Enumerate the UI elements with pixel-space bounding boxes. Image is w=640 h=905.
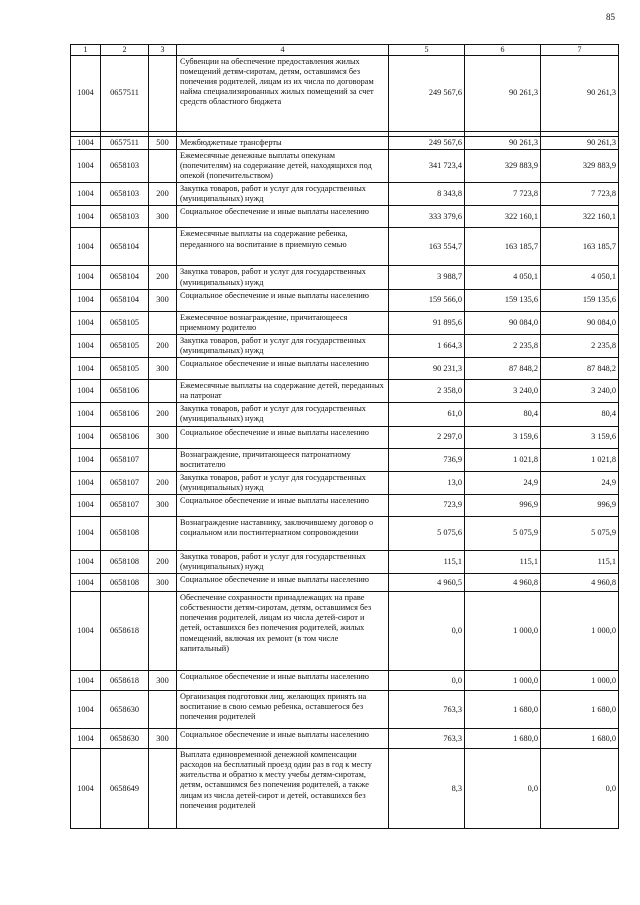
cell-csr: 0658104 [101, 228, 149, 266]
cell-v6: 7 723,8 [465, 183, 541, 206]
cell-vr [149, 311, 177, 334]
cell-vr: 200 [149, 334, 177, 357]
cell-name: Организация подготовки лиц, желающих принять на воспитание в свою семью ребенка, оставшегося без попечения родителей [177, 691, 389, 729]
cell-v6: 322 160,1 [465, 206, 541, 228]
column-number: 4 [177, 45, 389, 56]
cell-csr: 0658630 [101, 691, 149, 729]
cell-csr: 0658108 [101, 516, 149, 550]
cell-v5: 763,3 [389, 729, 465, 749]
cell-v5: 8,3 [389, 749, 465, 829]
cell-v7: 24,9 [541, 471, 619, 494]
cell-sec: 1004 [71, 494, 101, 516]
table-row [71, 206, 619, 228]
cell-csr: 0658106 [101, 380, 149, 403]
cell-csr: 0658103 [101, 149, 149, 182]
cell-sec: 1004 [71, 55, 101, 131]
cell-v7: 1 021,8 [541, 448, 619, 471]
cell-v5: 13,0 [389, 471, 465, 494]
cell-v5: 763,3 [389, 691, 465, 729]
cell-v5: 8 343,8 [389, 183, 465, 206]
cell-v5: 3 988,7 [389, 266, 465, 289]
cell-v7: 1 680,0 [541, 729, 619, 749]
cell-csr: 0658103 [101, 206, 149, 228]
cell-v5: 0,0 [389, 592, 465, 671]
cell-csr: 0658105 [101, 358, 149, 380]
cell-v5: 1 664,3 [389, 334, 465, 357]
table-row [71, 358, 619, 380]
cell-v5: 91 895,6 [389, 311, 465, 334]
table-row [71, 380, 619, 403]
cell-vr: 300 [149, 729, 177, 749]
cell-vr: 200 [149, 471, 177, 494]
cell-v5: 163 554,7 [389, 228, 465, 266]
cell-v6: 163 185,7 [465, 228, 541, 266]
cell-name: Социальное обеспечение и иные выплаты населению [177, 206, 389, 228]
cell-v5: 249 567,6 [389, 136, 465, 149]
cell-csr: 0658618 [101, 592, 149, 671]
cell-sec: 1004 [71, 448, 101, 471]
cell-name: Вознаграждение наставнику, заключившему договор о социальном или постинтернатном сопровождении [177, 516, 389, 550]
cell-sec: 1004 [71, 311, 101, 334]
table-row [71, 426, 619, 448]
cell-vr: 300 [149, 206, 177, 228]
cell-vr [149, 380, 177, 403]
cell-v7: 1 000,0 [541, 671, 619, 691]
table-row [71, 183, 619, 206]
cell-v6: 90 084,0 [465, 311, 541, 334]
cell-name: Закупка товаров, работ и услуг для государственных (муниципальных) нужд [177, 183, 389, 206]
cell-vr: 500 [149, 136, 177, 149]
cell-v5: 2 297,0 [389, 426, 465, 448]
cell-vr: 200 [149, 403, 177, 426]
cell-name: Социальное обеспечение и иные выплаты населению [177, 426, 389, 448]
cell-vr: 300 [149, 671, 177, 691]
cell-csr: 0658105 [101, 311, 149, 334]
cell-sec: 1004 [71, 289, 101, 311]
cell-v6: 0,0 [465, 749, 541, 829]
cell-csr: 0658618 [101, 671, 149, 691]
table-row [71, 749, 619, 829]
cell-vr: 300 [149, 358, 177, 380]
table-row [71, 289, 619, 311]
cell-name: Выплата единовременной денежной компенсации расходов на бесплатный проезд один раз в год к месту жительства и обратно к месту учебы детям-сиротам, детям, оставшимся без попечения родителей, а также лицам из числа детей-сирот и детей, оставшихся без попечения родителей [177, 749, 389, 829]
cell-name: Ежемесячные денежные выплаты опекунам (попечителям) на содержание детей, находящихся под опекой (попечительством) [177, 149, 389, 182]
column-number: 6 [465, 45, 541, 56]
cell-v5: 2 358,0 [389, 380, 465, 403]
cell-sec: 1004 [71, 749, 101, 829]
cell-name: Социальное обеспечение и иные выплаты населению [177, 671, 389, 691]
cell-vr [149, 55, 177, 131]
cell-csr: 0658630 [101, 729, 149, 749]
cell-v6: 4 050,1 [465, 266, 541, 289]
cell-v7: 329 883,9 [541, 149, 619, 182]
cell-sec: 1004 [71, 516, 101, 550]
cell-name: Закупка товаров, работ и услуг для государственных (муниципальных) нужд [177, 403, 389, 426]
cell-name: Социальное обеспечение и иные выплаты населению [177, 289, 389, 311]
column-number: 7 [541, 45, 619, 56]
cell-vr: 300 [149, 574, 177, 592]
cell-name: Ежемесячные выплаты на содержание ребенка, переданного на воспитание в приемную семью [177, 228, 389, 266]
cell-csr: 0658103 [101, 183, 149, 206]
cell-sec: 1004 [71, 691, 101, 729]
cell-v7: 163 185,7 [541, 228, 619, 266]
table-row [71, 574, 619, 592]
table-row [71, 448, 619, 471]
cell-vr [149, 228, 177, 266]
cell-sec: 1004 [71, 206, 101, 228]
cell-name: Субвенции на обеспечение предоставления жилых помещений детям-сиротам, детям, оставшимся без попечения родителей, лицам из их числа по договорам найма специализированных жилых помещений за счет средств областного бюджета [177, 55, 389, 131]
cell-vr [149, 448, 177, 471]
cell-name: Закупка товаров, работ и услуг для государственных (муниципальных) нужд [177, 334, 389, 357]
cell-v5: 249 567,6 [389, 55, 465, 131]
cell-sec: 1004 [71, 671, 101, 691]
cell-v6: 3 159,6 [465, 426, 541, 448]
table-row [71, 311, 619, 334]
column-number: 3 [149, 45, 177, 56]
cell-name: Закупка товаров, работ и услуг для государственных (муниципальных) нужд [177, 550, 389, 573]
cell-name: Социальное обеспечение и иные выплаты населению [177, 729, 389, 749]
cell-v7: 996,9 [541, 494, 619, 516]
cell-vr [149, 516, 177, 550]
cell-sec: 1004 [71, 471, 101, 494]
cell-vr: 200 [149, 183, 177, 206]
cell-v6: 2 235,8 [465, 334, 541, 357]
cell-sec: 1004 [71, 334, 101, 357]
cell-v5: 159 566,0 [389, 289, 465, 311]
cell-sec: 1004 [71, 403, 101, 426]
table-row [71, 149, 619, 182]
cell-v7: 159 135,6 [541, 289, 619, 311]
cell-csr: 0658104 [101, 266, 149, 289]
cell-v7: 90 261,3 [541, 55, 619, 131]
cell-vr: 200 [149, 550, 177, 573]
cell-v7: 87 848,2 [541, 358, 619, 380]
cell-name: Обеспечение сохранности принадлежащих на праве собственности детям-сиротам, детям, оставшимся без попечения родителей, лицам из числа детей-сирот и детей, оставшихся без попечения родителей, жилых помещений, включая их ремонт (в том числе капитальный) [177, 592, 389, 671]
cell-vr: 300 [149, 494, 177, 516]
cell-name: Ежемесячное вознаграждение, причитающееся приемному родителю [177, 311, 389, 334]
cell-csr: 0658107 [101, 494, 149, 516]
cell-sec: 1004 [71, 183, 101, 206]
cell-v6: 1 000,0 [465, 592, 541, 671]
cell-v6: 1 000,0 [465, 671, 541, 691]
cell-v7: 3 240,0 [541, 380, 619, 403]
table-row [71, 494, 619, 516]
cell-v6: 996,9 [465, 494, 541, 516]
cell-sec: 1004 [71, 136, 101, 149]
cell-v5: 5 075,6 [389, 516, 465, 550]
cell-v6: 24,9 [465, 471, 541, 494]
cell-csr: 0658107 [101, 471, 149, 494]
cell-v6: 87 848,2 [465, 358, 541, 380]
cell-v7: 322 160,1 [541, 206, 619, 228]
cell-csr: 0657511 [101, 55, 149, 131]
cell-v5: 90 231,3 [389, 358, 465, 380]
cell-v5: 333 379,6 [389, 206, 465, 228]
cell-v6: 90 261,3 [465, 136, 541, 149]
cell-csr: 0658106 [101, 403, 149, 426]
cell-v5: 4 960,5 [389, 574, 465, 592]
table-row [71, 592, 619, 671]
cell-name: Межбюджетные трансферты [177, 136, 389, 149]
cell-v7: 90 261,3 [541, 136, 619, 149]
page-number: 85 [606, 12, 615, 22]
cell-v6: 3 240,0 [465, 380, 541, 403]
cell-v6: 5 075,9 [465, 516, 541, 550]
table-row [71, 671, 619, 691]
cell-v7: 80,4 [541, 403, 619, 426]
cell-v7: 5 075,9 [541, 516, 619, 550]
cell-name: Социальное обеспечение и иные выплаты населению [177, 494, 389, 516]
cell-v7: 4 050,1 [541, 266, 619, 289]
column-number: 1 [71, 45, 101, 56]
column-number: 2 [101, 45, 149, 56]
cell-name: Социальное обеспечение и иные выплаты населению [177, 574, 389, 592]
table-row [71, 471, 619, 494]
cell-name: Ежемесячные выплаты на содержание детей, переданных на патронат [177, 380, 389, 403]
cell-v7: 7 723,8 [541, 183, 619, 206]
cell-sec: 1004 [71, 358, 101, 380]
cell-v7: 4 960,8 [541, 574, 619, 592]
cell-csr: 0658104 [101, 289, 149, 311]
cell-csr: 0658105 [101, 334, 149, 357]
column-number: 5 [389, 45, 465, 56]
table-row [71, 228, 619, 266]
cell-name: Социальное обеспечение и иные выплаты населению [177, 358, 389, 380]
cell-sec: 1004 [71, 729, 101, 749]
cell-v6: 115,1 [465, 550, 541, 573]
table-row [71, 691, 619, 729]
table-row [71, 516, 619, 550]
cell-vr: 300 [149, 289, 177, 311]
cell-sec: 1004 [71, 592, 101, 671]
cell-v5: 736,9 [389, 448, 465, 471]
cell-sec: 1004 [71, 426, 101, 448]
cell-v7: 0,0 [541, 749, 619, 829]
cell-v6: 90 261,3 [465, 55, 541, 131]
cell-v7: 3 159,6 [541, 426, 619, 448]
cell-v6: 4 960,8 [465, 574, 541, 592]
cell-v7: 90 084,0 [541, 311, 619, 334]
table-row [71, 550, 619, 573]
cell-sec: 1004 [71, 380, 101, 403]
cell-v5: 115,1 [389, 550, 465, 573]
cell-vr [149, 749, 177, 829]
table-row [71, 729, 619, 749]
cell-v5: 0,0 [389, 671, 465, 691]
cell-name: Вознаграждение, причитающееся патронатному воспитателю [177, 448, 389, 471]
column-number-row [71, 45, 619, 56]
cell-v6: 80,4 [465, 403, 541, 426]
cell-v7: 115,1 [541, 550, 619, 573]
cell-vr [149, 691, 177, 729]
cell-sec: 1004 [71, 149, 101, 182]
cell-name: Закупка товаров, работ и услуг для государственных (муниципальных) нужд [177, 266, 389, 289]
cell-name: Закупка товаров, работ и услуг для государственных (муниципальных) нужд [177, 471, 389, 494]
cell-v5: 723,9 [389, 494, 465, 516]
cell-vr: 200 [149, 266, 177, 289]
cell-sec: 1004 [71, 574, 101, 592]
cell-vr: 300 [149, 426, 177, 448]
cell-v6: 1 021,8 [465, 448, 541, 471]
cell-v7: 1 680,0 [541, 691, 619, 729]
cell-csr: 0658108 [101, 550, 149, 573]
cell-v6: 159 135,6 [465, 289, 541, 311]
cell-v6: 329 883,9 [465, 149, 541, 182]
table-row [71, 55, 619, 131]
cell-csr: 0658108 [101, 574, 149, 592]
cell-sec: 1004 [71, 266, 101, 289]
table-row [71, 266, 619, 289]
cell-csr: 0658106 [101, 426, 149, 448]
cell-sec: 1004 [71, 550, 101, 573]
table-row [71, 136, 619, 149]
cell-v5: 341 723,4 [389, 149, 465, 182]
cell-sec: 1004 [71, 228, 101, 266]
cell-v5: 61,0 [389, 403, 465, 426]
table-body [71, 55, 619, 828]
cell-v7: 1 000,0 [541, 592, 619, 671]
cell-csr: 0658107 [101, 448, 149, 471]
cell-csr: 0658649 [101, 749, 149, 829]
budget-table [70, 44, 619, 829]
cell-vr [149, 149, 177, 182]
table-row [71, 403, 619, 426]
table-row [71, 334, 619, 357]
cell-v7: 2 235,8 [541, 334, 619, 357]
cell-csr: 0657511 [101, 136, 149, 149]
cell-v6: 1 680,0 [465, 691, 541, 729]
cell-vr [149, 592, 177, 671]
cell-v6: 1 680,0 [465, 729, 541, 749]
